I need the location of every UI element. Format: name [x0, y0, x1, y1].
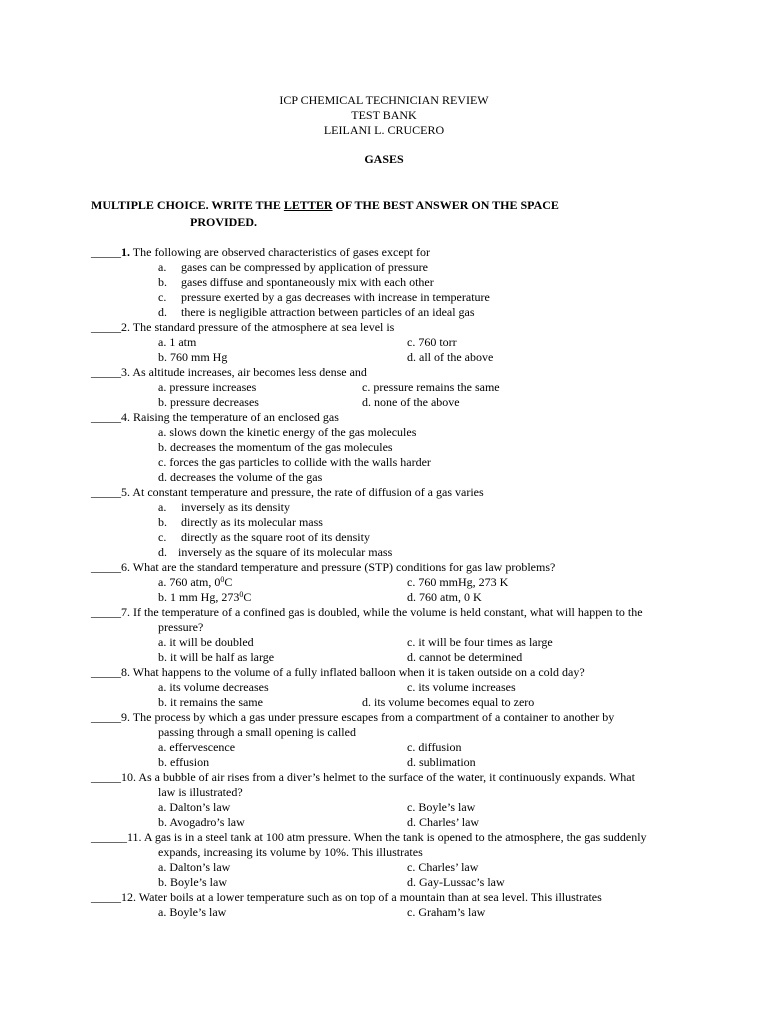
option-c: c. 760 torr: [407, 335, 457, 349]
option-b: b. it will be half as large: [158, 650, 275, 664]
option-text: directly as its molecular mass: [181, 515, 323, 529]
option-row: [91, 755, 691, 770]
option-c: c. pressure remains the same: [362, 380, 500, 394]
question-stem: _____12. Water boils at a lower temperature such as on top of a mountain than at sea level. This illustrates: [91, 890, 602, 904]
option-b: b. Avogadro’s law: [158, 815, 245, 829]
instructions: [91, 197, 691, 231]
question-stem: _____9. The process by which a gas under pressure escapes from a compartment of a container to another by: [91, 710, 615, 724]
question-8: [91, 665, 691, 710]
question-11: [91, 830, 691, 890]
question-3: [91, 365, 691, 410]
degree-sup: 0: [239, 590, 244, 599]
option-a-unit: C: [224, 575, 233, 589]
instructions-underlined: LETTER: [283, 198, 333, 212]
option-row: [91, 335, 691, 350]
question-stem: _____8. What happens to the volume of a fully inflated balloon when it is taken outside on a cold day?: [91, 665, 585, 679]
option-b: b. it remains the same: [158, 695, 263, 709]
option-letter: a.: [158, 260, 167, 274]
option: [91, 260, 691, 275]
option-letter: d.: [158, 305, 167, 319]
option-row: [91, 680, 691, 695]
option-d: d. its volume becomes equal to zero: [362, 695, 535, 709]
option-row: [91, 395, 691, 410]
option-b-unit: C: [243, 590, 252, 604]
option: a. slows down the kinetic energy of the gas molecules: [158, 425, 417, 439]
header-author: LEILANI L. CRUCERO: [323, 123, 445, 137]
option-text: gases diffuse and spontaneously mix with each other: [181, 275, 434, 289]
question-stem: _____3. As altitude increases, air becomes less dense and: [91, 365, 367, 379]
option-row: [91, 740, 691, 755]
header-title: ICP CHEMICAL TECHNICIAN REVIEW: [279, 93, 489, 107]
option-letter: a.: [158, 500, 167, 514]
question-6: [91, 560, 691, 605]
option-row: [91, 815, 691, 830]
option-row: [91, 590, 691, 605]
option-c: c. 760 mmHg, 273 K: [407, 575, 509, 589]
option: [91, 500, 691, 515]
option-row: [91, 575, 691, 590]
question-stem: [91, 245, 691, 260]
option-c: c. diffusion: [407, 740, 462, 754]
degree-sup: 0: [220, 575, 225, 584]
question-stem: _____6. What are the standard temperature and pressure (STP) conditions for gas law problems?: [91, 560, 556, 574]
option-a-text: a. 760 atm, 0: [158, 575, 221, 589]
option-c: c. Charles’ law: [407, 860, 479, 874]
option-b: [158, 590, 251, 605]
answer-blank: _____: [91, 245, 121, 259]
question-stem: _____7. If the temperature of a confined gas is doubled, while the volume is held constant, what will happen to the: [91, 605, 643, 619]
option-d: d. Gay-Lussac’s law: [407, 875, 505, 889]
question-stem-cont: passing through a small opening is called: [158, 725, 356, 739]
question-5: [91, 485, 691, 560]
option-b: b. 760 mm Hg: [158, 350, 228, 364]
option: [91, 305, 691, 320]
instructions-part2: OF THE BEST ANSWER ON THE SPACE: [332, 198, 559, 212]
option-a: a. 1 atm: [158, 335, 197, 349]
option-a: a. its volume decreases: [158, 680, 269, 694]
option-row: [91, 695, 691, 710]
question-text: The following are observed characteristics of gases except for: [130, 245, 430, 259]
option-c: c. Boyle’s law: [407, 800, 476, 814]
question-stem-cont: law is illustrated?: [158, 785, 243, 799]
option-text: gases can be compressed by application of pressure: [181, 260, 428, 274]
question-stem-cont: pressure?: [158, 620, 204, 634]
question-stem: _____5. At constant temperature and pressure, the rate of diffusion of a gas varies: [91, 485, 484, 499]
option-row: [91, 875, 691, 890]
question-stem: _____4. Raising the temperature of an enclosed gas: [91, 410, 339, 424]
option-row: [91, 905, 691, 920]
document-header: [0, 93, 768, 138]
question-2: [91, 320, 691, 365]
option-a: a. pressure increases: [158, 380, 257, 394]
option: c. forces the gas particles to collide with the walls harder: [158, 455, 431, 469]
option-a: a. effervescence: [158, 740, 236, 754]
option-b-text: b. 1 mm Hg, 273: [158, 590, 240, 604]
question-12: [91, 890, 691, 920]
option: [91, 275, 691, 290]
question-9: [91, 710, 691, 770]
option-row: [91, 350, 691, 365]
option-c: c. it will be four times as large: [407, 635, 553, 649]
option-row: [91, 635, 691, 650]
question-stem: ______11. A gas is in a steel tank at 100 atm pressure. When the tank is opened to the atmosphere, the gas suddenly: [91, 830, 647, 844]
option-b: b. Boyle’s law: [158, 875, 227, 889]
option-letter: c.: [158, 530, 167, 544]
option-c: c. its volume increases: [407, 680, 516, 694]
option-text: directly as the square root of its density: [181, 530, 370, 544]
header-subtitle: TEST BANK: [351, 108, 417, 122]
option-letter: c.: [158, 290, 167, 304]
option-a: a. Dalton’s law: [158, 800, 231, 814]
option-c: c. Graham’s law: [407, 905, 486, 919]
option-text: there is negligible attraction between particles of an ideal gas: [181, 305, 475, 319]
subject-title: GASES: [364, 152, 404, 166]
option-row: [91, 800, 691, 815]
option-b: b. pressure decreases: [158, 395, 259, 409]
option: d. decreases the volume of the gas: [158, 470, 323, 484]
question-4: [91, 410, 691, 485]
question-stem-cont: expands, increasing its volume by 10%. This illustrates: [158, 845, 423, 859]
option-row: [91, 860, 691, 875]
question-10: [91, 770, 691, 830]
question-list: [91, 245, 691, 920]
option-d: d. Charles’ law: [407, 815, 480, 829]
option: [91, 515, 691, 530]
option-row: [91, 650, 691, 665]
option: [91, 545, 691, 560]
option-a: a. Dalton’s law: [158, 860, 231, 874]
option-d: d. sublimation: [407, 755, 476, 769]
option-letter: b.: [158, 275, 167, 289]
option-row: [91, 380, 691, 395]
question-7: [91, 605, 691, 665]
option-letter: b.: [158, 515, 167, 529]
option-text: inversely as the square of its molecular mass: [178, 545, 393, 559]
question-number: 1.: [121, 245, 130, 259]
option: [91, 290, 691, 305]
instructions-part1: MULTIPLE CHOICE. WRITE THE: [91, 198, 284, 212]
option-d: d. none of the above: [362, 395, 460, 409]
question-1: [91, 245, 691, 320]
option: [91, 530, 691, 545]
question-stem: _____10. As a bubble of air rises from a diver’s helmet to the surface of the water, it continuously expands. What: [91, 770, 635, 784]
option-d: d. all of the above: [407, 350, 494, 364]
option-d: d. cannot be determined: [407, 650, 523, 664]
option-letter: d.: [158, 545, 167, 559]
option-b: b. effusion: [158, 755, 210, 769]
option: b. decreases the momentum of the gas molecules: [158, 440, 393, 454]
option-d: d. 760 atm, 0 K: [407, 590, 482, 604]
option-a: a. it will be doubled: [158, 635, 254, 649]
instructions-line2: PROVIDED.: [190, 215, 258, 229]
question-stem: _____2. The standard pressure of the atmosphere at sea level is: [91, 320, 395, 334]
option-a: a. Boyle’s law: [158, 905, 227, 919]
option-text: inversely as its density: [181, 500, 290, 514]
option-a: [158, 575, 232, 590]
option-text: pressure exerted by a gas decreases with increase in temperature: [181, 290, 490, 304]
